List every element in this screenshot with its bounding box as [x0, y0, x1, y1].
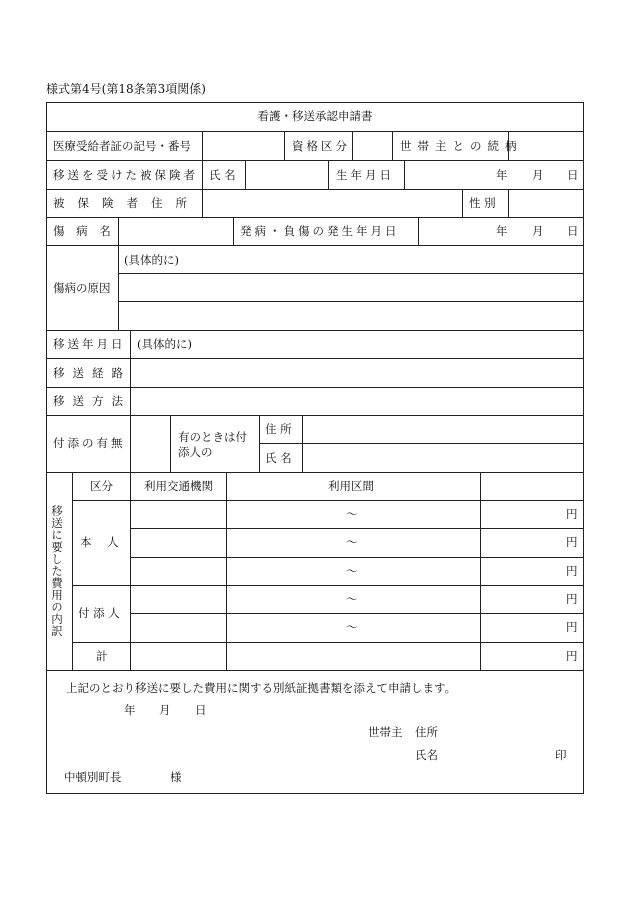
vrule — [72, 472, 73, 670]
label-footer-name: 氏名 — [415, 748, 438, 762]
rule-cost-1 — [130, 528, 584, 529]
vrule — [130, 415, 131, 472]
attendant-condition-line1: 有のときは付 — [178, 430, 247, 444]
vrule — [202, 189, 203, 217]
vrule — [418, 217, 419, 245]
rule-transport-end — [46, 415, 584, 416]
vrule — [508, 189, 509, 217]
rule-row1 — [46, 160, 584, 161]
col-category: 区分 — [90, 479, 113, 493]
col-transport-means: 利用交通機関 — [144, 479, 213, 493]
rule-cost-2 — [130, 557, 584, 558]
label-insured-person: 移送を受けた被保険者 — [53, 168, 198, 182]
rule-transport-2 — [46, 387, 584, 388]
vrule — [233, 217, 234, 245]
vrule — [170, 415, 171, 472]
date-year-unit: 年 — [124, 703, 136, 717]
addressee: 中頓別町長 — [64, 770, 122, 784]
onset-month-unit: 月 — [532, 224, 544, 238]
vrule — [202, 160, 203, 189]
rule-cost-4 — [130, 613, 584, 614]
label-illness-name: 傷 病 名 — [53, 224, 115, 238]
rule-cost-header — [72, 500, 584, 501]
vrule — [245, 160, 246, 189]
yen-unit: 円 — [566, 620, 578, 634]
vrule — [284, 131, 285, 160]
label-transport-date: 移送年月日 — [53, 337, 126, 351]
onset-day-unit: 日 — [567, 224, 579, 238]
yen-unit: 円 — [566, 535, 578, 549]
rule-transport-1 — [46, 358, 584, 359]
attendant-condition-line2: 添人の — [178, 445, 213, 459]
section-tilde: ～ — [346, 564, 358, 578]
section-tilde: ～ — [346, 592, 358, 606]
label-head-of-household: 世帯主 — [368, 725, 403, 739]
label-relation-to-head: 世帯主との続柄 — [400, 139, 523, 153]
label-attendant-address: 住 所 — [265, 422, 292, 436]
vrule — [404, 160, 405, 189]
label-transport-method: 移送方法 — [53, 394, 131, 408]
col-section: 利用区間 — [328, 479, 374, 493]
section-tilde: ～ — [346, 507, 358, 521]
rule-cause-1 — [118, 273, 584, 274]
label-cost-breakdown: 移送に要した費用の内訳 — [50, 505, 64, 637]
vrule — [302, 415, 303, 472]
section-tilde: ～ — [346, 620, 358, 634]
rule-title — [46, 131, 584, 132]
label-self: 本 人 — [80, 535, 121, 549]
label-name: 氏 名 — [209, 168, 236, 182]
rule-row3 — [46, 217, 584, 218]
label-gender: 性 別 — [469, 196, 496, 210]
vrule — [328, 160, 329, 189]
rule-cost-end — [46, 670, 584, 671]
vrule — [462, 189, 463, 217]
vrule — [130, 472, 131, 670]
onset-year-unit: 年 — [496, 224, 508, 238]
vrule — [118, 217, 119, 245]
label-qualification-class: 資格区分 — [292, 139, 350, 153]
birth-day-unit: 日 — [567, 168, 579, 182]
yen-unit: 円 — [566, 592, 578, 606]
label-total: 計 — [96, 649, 108, 663]
rule-attendant-end — [46, 472, 584, 473]
rule-attendant-mid — [259, 443, 584, 444]
rule-row2 — [46, 189, 584, 190]
label-insured-address: 被保険者住所 — [53, 196, 200, 210]
addressee-honorific: 様 — [170, 770, 182, 784]
label-onset-date: 発病・負傷の発生年月日 — [240, 224, 400, 238]
label-attendant: 付 添 人 — [78, 606, 120, 620]
vrule — [118, 245, 119, 330]
label-illness-cause: 傷病の原因 — [53, 281, 111, 295]
vrule — [202, 131, 203, 160]
cause-specific-note: (具体的に) — [124, 253, 179, 267]
rule-cause-end — [46, 330, 584, 331]
rule-cost-3 — [72, 585, 584, 586]
rule-cost-5 — [72, 642, 584, 643]
rule-cause-2 — [118, 301, 584, 302]
label-attendant-presence: 付添の有無 — [53, 436, 126, 450]
yen-unit: 円 — [566, 649, 578, 663]
vrule — [226, 472, 227, 670]
birth-year-unit: 年 — [496, 168, 508, 182]
date-month-unit: 月 — [159, 703, 171, 717]
form-title: 看護・移送承認申請書 — [257, 109, 373, 123]
birth-month-unit: 月 — [532, 168, 544, 182]
vrule — [392, 131, 393, 160]
vrule — [480, 472, 481, 670]
vrule — [352, 131, 353, 160]
label-insurance-card-number: 医療受給者証の記号・番号 — [53, 139, 191, 153]
application-statement: 上記のとおり移送に要した費用に関する別紙証拠書類を添えて申請します。 — [66, 681, 457, 695]
label-footer-address: 住所 — [415, 725, 438, 739]
vrule — [259, 415, 260, 472]
label-attendant-name: 氏 名 — [265, 451, 292, 465]
yen-unit: 円 — [566, 564, 578, 578]
section-tilde: ～ — [346, 535, 358, 549]
form-number-header: 様式第4号(第18条第3項関係) — [46, 82, 206, 96]
rule-row4 — [46, 245, 584, 246]
transport-specific-note: (具体的に) — [137, 337, 192, 351]
seal-mark: 印 — [555, 748, 567, 762]
label-birth-date: 生年月日 — [336, 168, 394, 182]
label-transport-route: 移送経路 — [53, 366, 131, 380]
yen-unit: 円 — [566, 507, 578, 521]
date-day-unit: 日 — [195, 703, 207, 717]
